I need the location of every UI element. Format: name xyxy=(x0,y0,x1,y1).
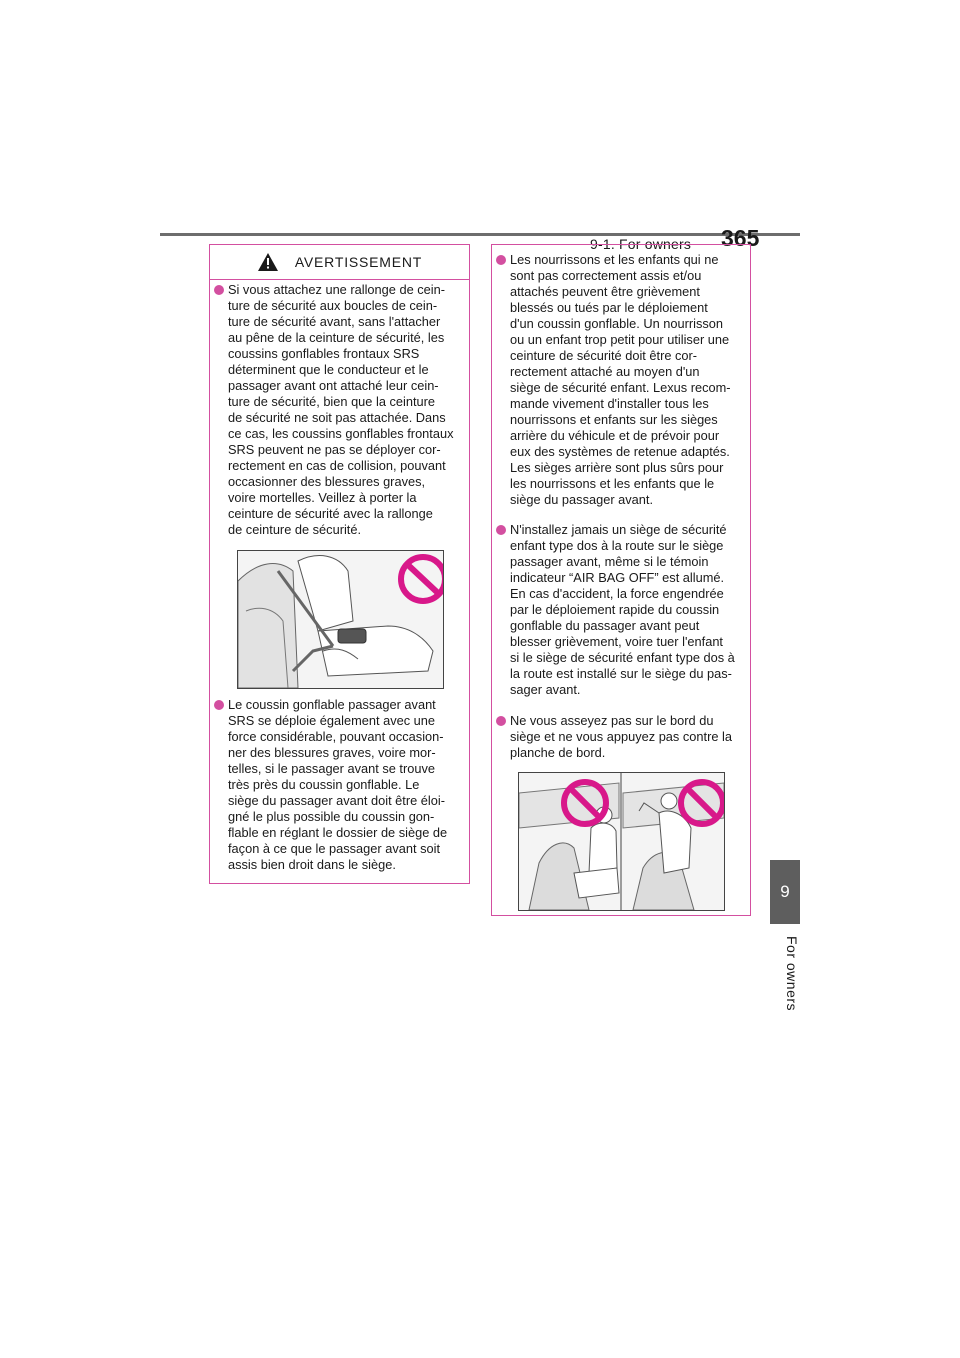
list-item xyxy=(228,697,468,873)
page-number: 365 xyxy=(721,225,760,251)
bullet-icon xyxy=(496,525,506,535)
item-text: Les nourrissons et les enfants qui ne sont pas correctement assis et/ou attachés peuvent être grièvement blessés ou tués par le déploiement d'un coussin gonflable. Un nourrisson ou un enfant trop petit pour utiliser une ceinture de sécurité doit être cor- rectement attaché au moyen d'un siège de sécurité enfant. Lexus recom- mande vivement d'installer tous les nourrissons et enfants sur les sièges arrière du véhicule et de prévoir pour eux des systèmes de retenue adaptés. Les sièges arrière sont plus sûrs pour les nourrissons et les enfants que le siège du passager avant. xyxy=(510,252,731,507)
item-text: Si vous attachez une rallonge de cein- ture de sécurité aux boucles de cein- ture de sécurité avant, sans l'attacher au pêne de la ceinture de sécurité, les coussins gonflables frontaux SRS déterminent que le conducteur et le passager avant ont attaché leur cein- ture de sécurité, bien que la ceinture de sécurité ne soit pas attachée. Dans ce cas, les coussins gonflables frontaux SRS peuvent ne pas se déployer cor- rectement en cas de collision, pouvant occasionner des blessures graves, voire mortelles. Veillez à porter la ceinture de sécurité avec la rallonge de ceinture de sécurité. xyxy=(228,282,454,537)
warning-title: AVERTISSEMENT xyxy=(294,254,423,270)
item-text: Le coussin gonflable passager avant SRS se déploie également avec une force considérable, pouvant occasion- ner des blessures graves, voire mor- telles, si le passager avant se trouve très près du coussin gonflable. Le siège du passager avant doit être éloi- gné le plus possible du coussin gon- flable en réglant le dossier de siège de façon à ce que le passager avant soit assis bien droit dans le siège. xyxy=(228,697,448,872)
header-rule xyxy=(160,233,800,236)
item-text: Ne vous asseyez pas sur le bord du siège et ne vous appuyez pas contre la planche de bord. xyxy=(510,713,732,760)
list-item xyxy=(510,713,750,761)
list-item xyxy=(228,282,468,538)
section-title: 9-1. For owners xyxy=(590,236,692,252)
bullet-icon xyxy=(496,255,506,265)
chapter-label: For owners xyxy=(784,936,800,1012)
seatbelt-extender-illustration xyxy=(237,550,444,689)
bullet-icon xyxy=(214,285,224,295)
dashboard-illustration-icon xyxy=(519,773,724,910)
chapter-tab[interactable]: 9 xyxy=(770,860,800,924)
item-text: N'installez jamais un siège de sécurité enfant type dos à la route sur le siège passager avant, même si le témoin indicateur “AIR BAG OFF” est allumé. En cas d'accident, la force engendrée par le déploiement rapide du coussin gonflable du passager avant peut blesser grièvement, voire tuer l'enfant si le siège de sécurité enfant type dos à la route est installé sur le siège du pas- sager avant. xyxy=(510,522,735,697)
bullet-icon xyxy=(214,700,224,710)
seat-illustration-icon xyxy=(238,551,443,688)
warning-header xyxy=(210,245,469,280)
bullet-icon xyxy=(496,716,506,726)
warning-triangle-icon xyxy=(257,252,279,272)
seating-position-illustration xyxy=(518,772,725,911)
list-item xyxy=(510,522,750,698)
list-item xyxy=(510,252,750,508)
